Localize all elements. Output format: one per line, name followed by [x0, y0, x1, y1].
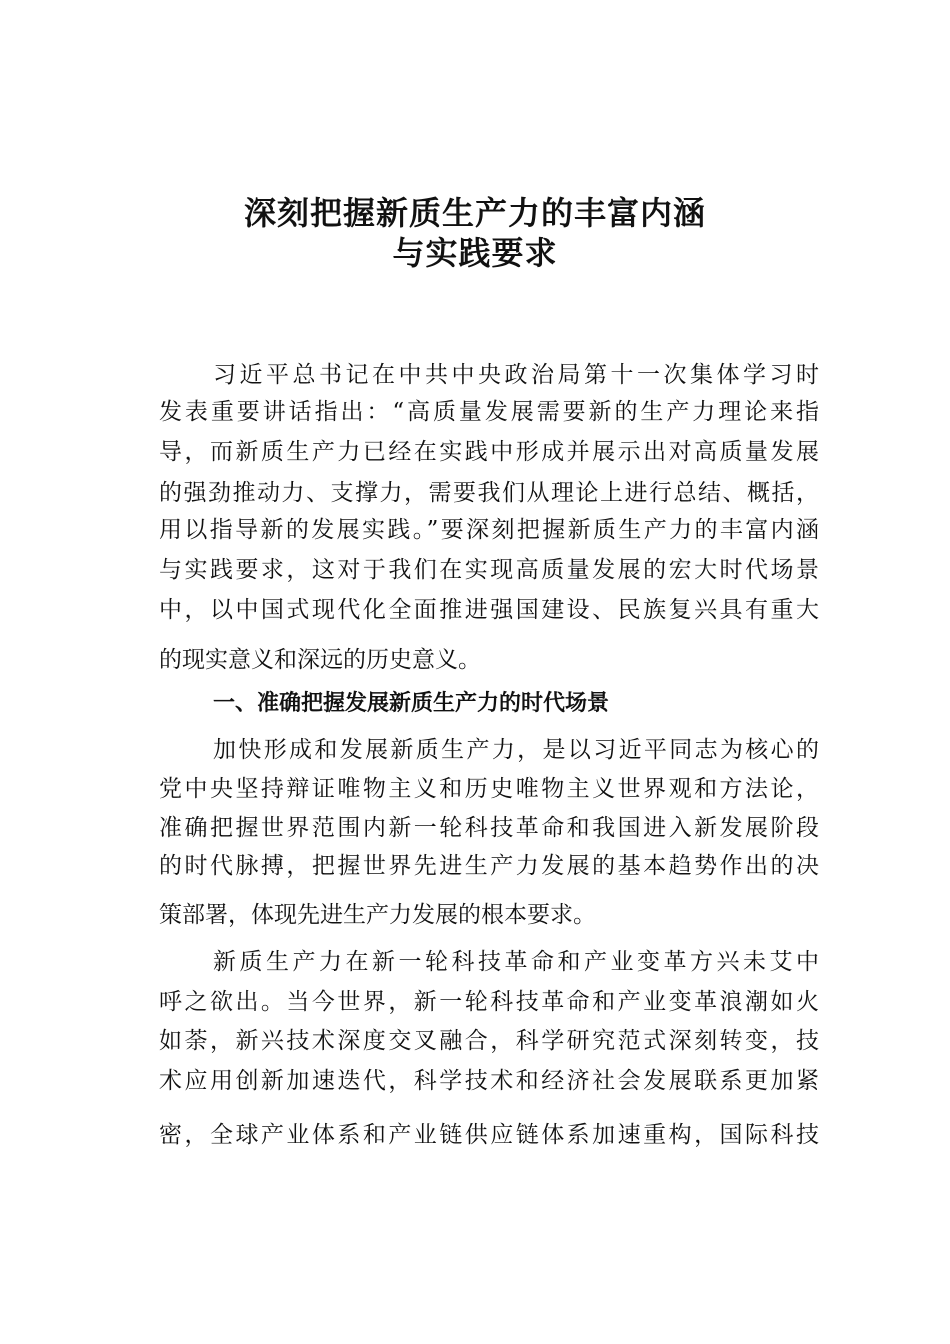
document-title-line-2: 与实践要求 — [392, 234, 558, 272]
paragraph-line: 的强劲推动力、支撑力，需要我们从理论上进行总结、概括， — [159, 480, 819, 506]
paragraph-line: 如荼，新兴技术深度交叉融合，科学研究范式深刻转变，技 — [159, 1028, 819, 1054]
paragraph-line: 新质生产力在新一轮科技革命和产业变革方兴未艾中 — [213, 949, 819, 975]
paragraph-line: 中，以中国式现代化全面推进强国建设、民族复兴具有重大 — [159, 597, 819, 623]
paragraph-line: 与实践要求，这对于我们在实现高质量发展的宏大时代场景 — [159, 557, 819, 583]
paragraph-line: 密，全球产业体系和产业链供应链体系加速重构，国际科技 — [159, 1122, 819, 1148]
paragraph-line: 用以指导新的发展实践。”要深刻把握新质生产力的丰富内涵 — [159, 517, 819, 543]
paragraph-line: 习近平总书记在中共中央政治局第十一次集体学习时 — [213, 362, 819, 388]
section-heading: 一、准确把握发展新质生产力的时代场景 — [213, 691, 610, 716]
paragraph-line: 党中央坚持辩证唯物主义和历史唯物主义世界观和方法论， — [159, 776, 819, 802]
paragraph-line: 的时代脉搏，把握世界先进生产力发展的基本趋势作出的决 — [159, 853, 819, 879]
paragraph-line: 策部署，体现先进生产力发展的根本要求。 — [159, 902, 596, 928]
paragraph-line: 准确把握世界范围内新一轮科技革命和我国进入新发展阶段 — [159, 815, 819, 841]
paragraph-line: 呼之欲出。当今世界，新一轮科技革命和产业变革浪潮如火 — [159, 989, 819, 1015]
document-title-line-1: 深刻把握新质生产力的丰富内涵 — [243, 194, 706, 232]
paragraph-line: 发表重要讲话指出：“高质量发展需要新的生产力理论来指 — [159, 399, 819, 425]
paragraph-line: 术应用创新加速迭代，科学技术和经济社会发展联系更加紧 — [159, 1068, 819, 1094]
paragraph-line: 导，而新质生产力已经在实践中形成并展示出对高质量发展 — [159, 439, 819, 465]
paragraph-line: 的现实意义和深远的历史意义。 — [159, 647, 481, 673]
paragraph-line: 加快形成和发展新质生产力，是以习近平同志为核心的 — [213, 737, 819, 763]
